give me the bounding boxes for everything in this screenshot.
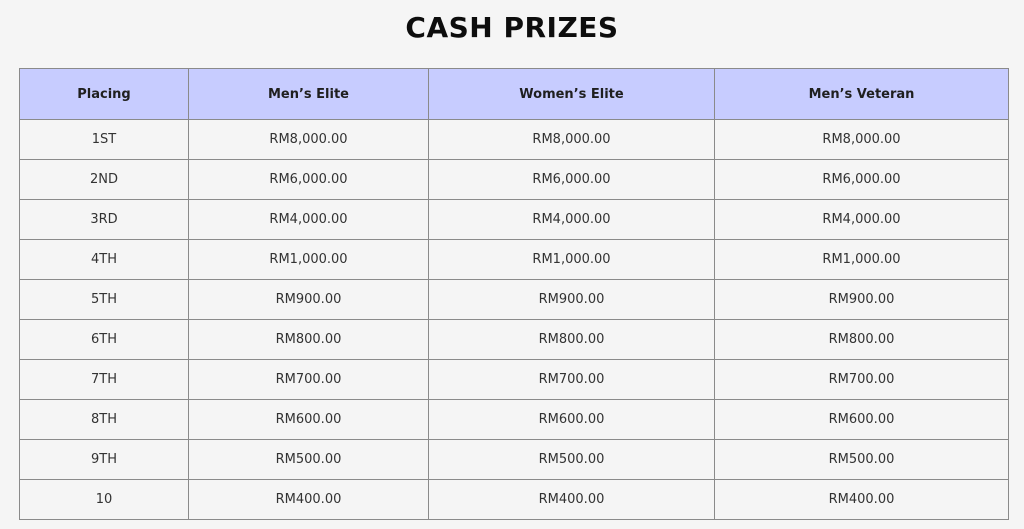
womens-elite-prize-cell: RM8,000.00 [429, 120, 715, 160]
mens-elite-prize-cell: RM800.00 [189, 320, 429, 360]
mens-veteran-prize-cell: RM500.00 [715, 440, 1009, 480]
table-row [20, 440, 1009, 480]
placing-cell: 10 [20, 480, 189, 520]
placing-cell: 5TH [20, 280, 189, 320]
mens-elite-prize-cell: RM6,000.00 [189, 160, 429, 200]
table-row [20, 120, 1009, 160]
mens-veteran-prize-cell: RM400.00 [715, 480, 1009, 520]
header-placing: Placing [20, 69, 189, 120]
womens-elite-prize-cell: RM400.00 [429, 480, 715, 520]
womens-elite-prize-cell: RM700.00 [429, 360, 715, 400]
table-header [20, 69, 1009, 120]
womens-elite-prize-cell: RM800.00 [429, 320, 715, 360]
placing-cell: 7TH [20, 360, 189, 400]
mens-elite-prize-cell: RM8,000.00 [189, 120, 429, 160]
header-mens-veteran: Men’s Veteran [715, 69, 1009, 120]
cash-prizes-table [19, 68, 1009, 520]
mens-veteran-prize-cell: RM800.00 [715, 320, 1009, 360]
mens-veteran-prize-cell: RM1,000.00 [715, 240, 1009, 280]
mens-veteran-prize-cell: RM900.00 [715, 280, 1009, 320]
page-title: CASH PRIZES [405, 11, 619, 44]
mens-elite-prize-cell: RM4,000.00 [189, 200, 429, 240]
table-row [20, 360, 1009, 400]
mens-elite-prize-cell: RM600.00 [189, 400, 429, 440]
table-row [20, 400, 1009, 440]
womens-elite-prize-cell: RM900.00 [429, 280, 715, 320]
placing-cell: 3RD [20, 200, 189, 240]
table-row [20, 160, 1009, 200]
table-row [20, 320, 1009, 360]
placing-cell: 6TH [20, 320, 189, 360]
mens-veteran-prize-cell: RM600.00 [715, 400, 1009, 440]
table-row [20, 280, 1009, 320]
placing-cell: 4TH [20, 240, 189, 280]
womens-elite-prize-cell: RM4,000.00 [429, 200, 715, 240]
mens-elite-prize-cell: RM1,000.00 [189, 240, 429, 280]
mens-veteran-prize-cell: RM700.00 [715, 360, 1009, 400]
header-womens-elite: Women’s Elite [429, 69, 715, 120]
mens-elite-prize-cell: RM400.00 [189, 480, 429, 520]
table-row [20, 480, 1009, 520]
mens-veteran-prize-cell: RM6,000.00 [715, 160, 1009, 200]
mens-veteran-prize-cell: RM8,000.00 [715, 120, 1009, 160]
placing-cell: 9TH [20, 440, 189, 480]
womens-elite-prize-cell: RM6,000.00 [429, 160, 715, 200]
mens-elite-prize-cell: RM500.00 [189, 440, 429, 480]
header-row [20, 69, 1009, 120]
womens-elite-prize-cell: RM500.00 [429, 440, 715, 480]
header-mens-elite: Men’s Elite [189, 69, 429, 120]
womens-elite-prize-cell: RM600.00 [429, 400, 715, 440]
placing-cell: 2ND [20, 160, 189, 200]
table-row [20, 200, 1009, 240]
mens-veteran-prize-cell: RM4,000.00 [715, 200, 1009, 240]
table-row [20, 240, 1009, 280]
table-body [20, 120, 1009, 520]
placing-cell: 1ST [20, 120, 189, 160]
mens-elite-prize-cell: RM900.00 [189, 280, 429, 320]
placing-cell: 8TH [20, 400, 189, 440]
mens-elite-prize-cell: RM700.00 [189, 360, 429, 400]
womens-elite-prize-cell: RM1,000.00 [429, 240, 715, 280]
